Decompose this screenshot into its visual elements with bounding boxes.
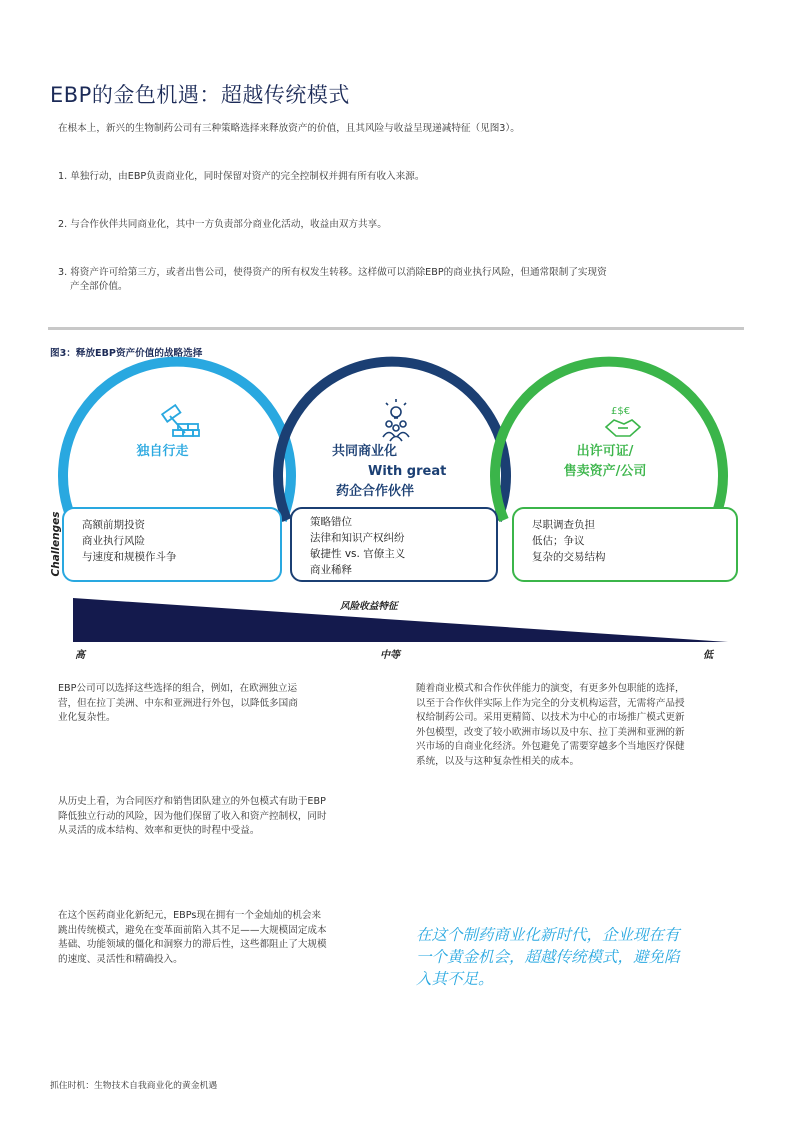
pull-quote [416,924,736,990]
page-footer: 抓住时机：生物技术自我商业化的黄金机遇 [50,1081,218,1091]
option-3-line-2: 产全部价值。 [70,281,128,292]
text-line: 权给制药公司。采用更精简、以技术为中心的市场推广模式更新 [416,712,685,723]
strategy-title-line: With great [368,464,447,479]
challenge-item: 与速度和规模作斗争 [82,551,177,563]
challenge-item: 复杂的交易结构 [532,551,606,563]
risk-axis-label: 风险收益特征 [340,601,398,612]
text-line: 跳出传统模式，避免在变革面前陷入其不足——大规模固定成本 [58,924,327,936]
strategy-title-line: 售卖资产/公司 [563,464,647,479]
intro-paragraph: 在根本上，新兴的生物制药公司有三种策略选择来释放资产的价值，且其风险与收益呈现递减特征（见图3）。 [58,123,520,134]
challenge-item: 敏捷性 vs. 官僚主义 [310,548,406,560]
challenge-item: 商业执行风险 [82,535,145,547]
text-line: 从灵活的成本结构、效率和更快的时程中受益。 [58,825,260,836]
risk-tick-medium: 中等 [380,650,400,661]
text-line: 在这个医药商业化新纪元，EBPs现在拥有一个金灿灿的机会来 [58,910,322,921]
text-line: 兴市场的自商业化经济。外包避免了需要穿越多个当地医疗保健 [416,741,685,752]
challenge-item: 商业稀释 [310,564,352,576]
svg-text:£$€: £$€ [611,406,631,417]
challenge-item: 策略错位 [310,516,352,528]
challenge-item: 法律和知识产权纠纷 [310,532,405,544]
option-1: 1. 单独行动，由EBP负责商业化，同时保留对资产的完全控制权并拥有所有收入来源。 [58,171,425,182]
option-3-line-1: 3. 将资产许可给第三方，或者出售公司，使得资产的所有权发生转移。这样做可以消除EBP的商业执行风险，但通常限制了实现资 [58,267,607,278]
pull-quote-line: 入其不足。 [416,970,494,988]
text-line: 的速度、灵活性和精确投入。 [58,953,183,965]
text-line: 基础、功能领域的僵化和洞察力的滞后性，这些都阻止了大规模 [58,939,327,950]
strategy-title-line: 共同商业化 [332,444,398,459]
text-line: 系统，以及与这种复杂性相关的成本。 [416,755,580,767]
strategy-title-line: 出许可证/ [576,444,634,459]
option-2: 2. 与合作伙伴共同商业化，其中一方负责部分商业化活动，收益由双方共享。 [58,219,387,230]
strategy-title-line: 药企合作伙伴 [336,484,415,499]
challenges-label-text: Challenges [50,511,62,577]
text-line: 营，但在拉丁美洲、中东和亚洲进行外包，以降低多国商 [58,697,298,709]
challenge-item: 尽职调查负担 [532,519,595,531]
challenge-item: 低估；争议 [532,535,585,547]
page-title: EBP的金色机遇：超越传统模式 [50,83,350,107]
left-paragraph-3 [58,909,327,967]
risk-tick-low: 低 [703,650,713,661]
text-line: 降低独立行动的风险，因为他们保留了收入和资产控制权，同时 [58,810,327,822]
text-line: 以至于合作伙伴实际上作为完全的分支机构运营，无需将产品授 [416,697,685,709]
challenge-item: 高额前期投资 [82,519,145,531]
text-line: 随着商业模式和合作伙伴能力的演变，有更多外包职能的选择， [416,683,685,694]
text-line: 从历史上看，为合同医疗和销售团队建立的外包模式有助于EBP [58,796,326,807]
strategy-title-line: 独自行走 [136,444,189,459]
left-paragraph-1 [58,682,298,726]
left-paragraph-2 [58,795,327,839]
figure-label: 图3：释放EBP资产价值的战略选择 [50,348,203,359]
right-paragraph [416,682,685,769]
pull-quote-line: 一个黄金机会，超越传统模式，避免陷 [416,948,680,966]
text-line: 外包模型，改变了较小欧洲市场以及中东、拉丁美洲和亚洲的新 [416,726,685,738]
text-line: 业化复杂性。 [58,712,116,723]
text-line: EBP公司可以选择这些选择的组合，例如，在欧洲独立运 [58,683,298,694]
pull-quote-line: 在这个制药商业化新时代，企业现在有 [416,926,680,944]
risk-tick-high: 高 [75,650,85,661]
risk-gradient-wedge [73,598,728,642]
